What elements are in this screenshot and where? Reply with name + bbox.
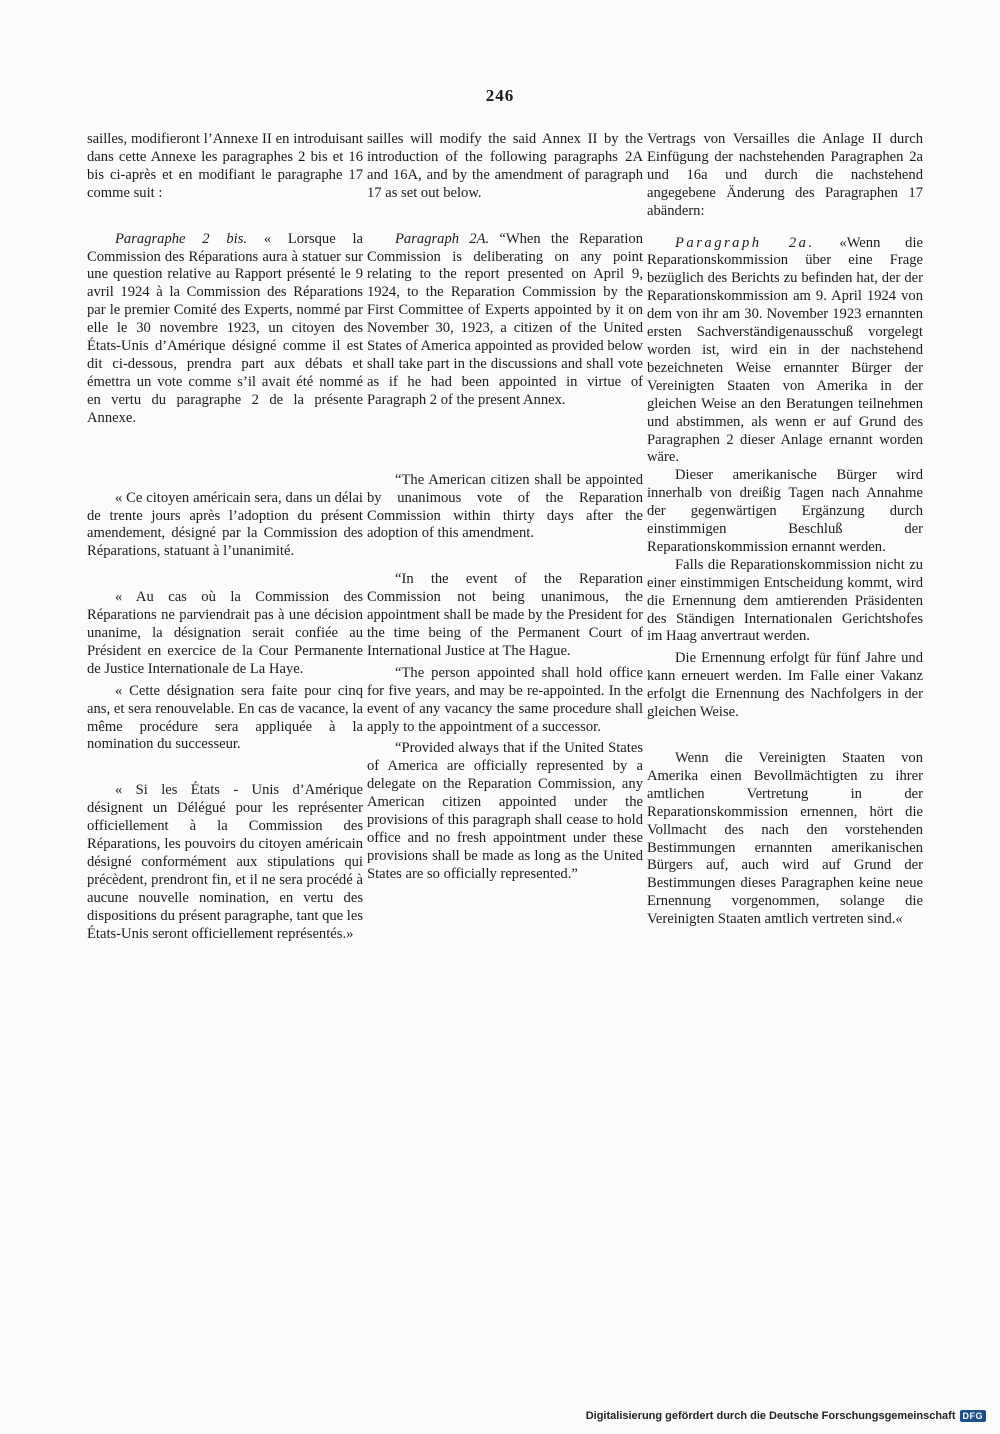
english-column (367, 131, 643, 884)
dfg-logo: DFG (960, 1410, 987, 1422)
english-intro: sailles will modify the said Annex II by the introduction of the following paragraphs 2A and 16A, and by the amendment of paragraph 17 as set out below. (367, 131, 643, 201)
german-term-paragraph: Die Ernennung erfolgt für fünf Jahre und kann erneuert werden. Im Falle einer Vakanz erfolgt die Ernennung des Nachfolgers in der gleichen Weise. (647, 650, 923, 721)
french-column (87, 131, 363, 944)
german-citizen-paragraph: Dieser amerikanische Bürger wird innerhalb von dreißig Tagen nach Annahme der gegenwärtigen Ergänzung durch einstimmigen Beschluß der Reparationskommission ernannt werden. (647, 467, 923, 555)
french-term-paragraph: « Cette désignation sera faite pour cinq ans, et sera renouvelable. En cas de vacance, la même procédure sera appliquée à la nomination du successeur. (87, 682, 363, 753)
english-citizen-paragraph: “The American citizen shall be appointed by unanimous vote of the Reparation Commission within thirty days after the adoption of this amendment. (367, 471, 643, 542)
digitization-credit-text: Digitalisierung gefördert durch die Deutsche Forschungsgemeinschaft (585, 1410, 956, 1422)
german-paragraph-2a (647, 235, 923, 468)
french-paragraph-2-heading: Paragraphe 2 bis. (115, 230, 248, 247)
english-paragraph-2a (367, 231, 643, 410)
digitization-credit (586, 1410, 986, 1422)
french-delegate-paragraph: « Si les États - Unis d’Amérique désignent un Délégué pour les représenter officiellement à la Commission des Réparations, les pouvoirs du citoyen américain désigné conformément aux stipulations qui précèdent, prendront fin, et il ne sera procédé à aucune nouvelle nomination, en vertu des dispositions du présent paragraphe, tant que les États-Unis seront officiellement représentés.» (87, 782, 363, 942)
german-intro: Vertrags von Versailles die Anlage II durch Einfügung der nachstehenden Paragraphen 2a und 16a und durch die nachstehend angegebene Änderung des Paragraphen 17 abändern: (647, 131, 923, 219)
french-paragraph-2-bis (87, 231, 363, 428)
german-column (647, 131, 923, 929)
page-number: 246 (485, 86, 515, 105)
french-paragraph-2-text: « Lorsque la Commission des Réparations aura à statuer sur une question relative au Rapport présenté le 9 avril 1924 à la Commission des Réparations par le premier Comité des Experts, nommé par elle le 30 novembre 1923, un citoyen des États-Unis d’Amérique désigné comme il est dit ci-dessous, prendra part aux débats et émettra un vote comme s’il avait été nommé en vertu du paragraphe 2 de la présente Annexe. (87, 230, 363, 426)
english-paragraph-2-heading: Paragraph 2A. (395, 230, 490, 247)
german-unanimity-paragraph: Falls die Reparationskommission nicht zu einer einstimmigen Entscheidung kommt, wird die Ernennung dem amtierenden Präsidenten des Ständigen Internationalen Gerichtshofes im Haag anvertraut werden. (647, 556, 923, 645)
french-citizen-paragraph: « Ce citoyen américain sera, dans un délai de trente jours après l’adoption du présent amendement, désigné par la Commission des Réparations, statuant à l’unanimité. (87, 489, 363, 560)
french-unanimity-paragraph: « Au cas où la Commission des Réparations ne parviendrait pas à une décision unanime, la désignation serait confiée au Président en exercice de la Cour Permanente de Justice Internationale de La Haye. (87, 589, 363, 677)
french-intro: sailles, modifieront l’Annexe II en introduisant dans cette Annexe les paragraphes 2 bis et 16 bis ci-après et en modifiant le paragraphe 17 comme suit : (87, 131, 363, 201)
english-term-paragraph: “The person appointed shall hold office for five years, and may be re-appointed. In the event of any vacancy the same procedure shall apply to the appointment of a successor. (367, 664, 643, 735)
english-paragraph-2-text: “When the Reparation Commission is deliberating on any point relating to the report presented on April 9, 1924, to the Reparation Commission by the First Committee of Experts appointed by it on November 30, 1923, a citizen of the United States of America appointed as provided below shall take part in the discussions and shall vote as if he had been appointed in virtue of Paragraph 2 of the present Annex. (367, 230, 643, 408)
german-delegate-paragraph: Wenn die Vereinigten Staaten von Amerika einen Bevollmächtigten zu ihrer amtlichen Vertretung in der Reparationskommission ernennen, hört die Vollmacht des nach den vorstehenden Bestimmungen ernannten amerikanischen Bürgers auf, auch wird auf Grund der Bestimmungen dieses Paragraphen keine neue Ernennung vorgenommen, solange die Vereinigten Staaten amtlich vertreten sind.« (647, 750, 923, 928)
german-paragraph-2-heading: Paragraph 2a. (675, 234, 815, 251)
german-paragraph-2-text: «Wenn die Reparationskommission über eine Frage bezüglich des Berichts zu befinden hat, der der Reparationskommission am 9. April 1924 von dem von ihr am 30. November 1923 ernannten ersten Sachverständigenausschuß vorgelegt worden ist, wird ein in der nachstehend bezeichneten Weise ernannter Bürger der Vereinigten Staaten von Amerika in der gleichen Weise an den Beratungen teilnehmen und abstimmen, als wenn er auf Grund des Paragraphen 2 dieser Anlage ernannt worden wäre. (647, 234, 923, 466)
english-delegate-paragraph: “Provided always that if the United States of America are officially represented by a delegate on the Reparation Commission, any American citizen appointed under the provisions of this paragraph shall cease to hold office and no fresh appointment under these provisions shall be made as long as the United States are so officially represented.” (367, 740, 643, 882)
english-unanimity-paragraph: “In the event of the Reparation Commission not being unanimous, the appointment shall be made by the President for the time being of the Permanent Court of International Justice at The Hague. (367, 571, 643, 659)
